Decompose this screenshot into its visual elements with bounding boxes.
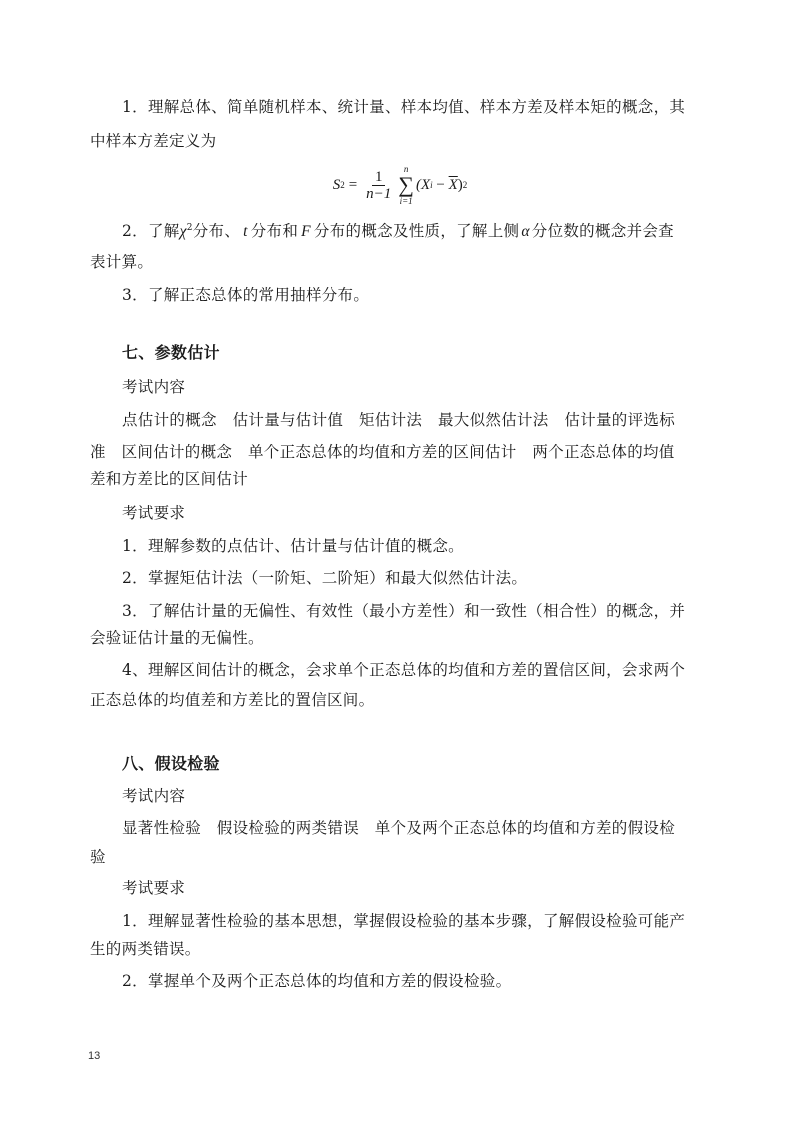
sample-variance-formula xyxy=(0,160,800,210)
stats-item2-line2: 表计算。 xyxy=(90,253,154,271)
section7-content-line2: 准 区间估计的概念 单个正态总体的均值和方差的区间估计 两个正态总体的均值 xyxy=(90,443,675,461)
section7-req4-line1: 4、理解区间估计的概念，会求单个正态总体的均值和方差的置信区间，会求两个 xyxy=(122,661,686,679)
section7-req2: 2．掌握矩估计法（一阶矩、二阶矩）和最大似然估计法。 xyxy=(122,569,528,587)
alpha-symbol: α xyxy=(521,223,530,241)
formula-body-minus: − xyxy=(432,176,449,193)
section8-req1-line1: 1．理解显著性检验的基本思想，掌握假设检验的基本步骤，了解假设检验可能产 xyxy=(122,912,686,930)
section8-content-label: 考试内容 xyxy=(122,787,186,805)
item2-text-c: 分布和 xyxy=(250,222,299,241)
F-symbol: F xyxy=(301,223,311,241)
sum-upper-limit: n xyxy=(403,164,409,174)
stats-item3: 3．了解正态总体的常用抽样分布。 xyxy=(122,286,370,304)
formula-body-sup: 2 xyxy=(462,180,468,190)
formula-lhs: S xyxy=(332,176,341,193)
sum-lower-limit: i=1 xyxy=(399,196,413,206)
formula-xbar: $\overline{X}$ xyxy=(448,176,458,193)
formula-body-sub: i xyxy=(430,180,433,190)
item2-text-e: 分位数的概念并会查 xyxy=(531,222,674,241)
section8-req-label: 考试要求 xyxy=(122,879,186,897)
section7-req3-line2: 会验证估计量的无偏性。 xyxy=(90,629,264,647)
item2-text-b: 分布、 xyxy=(192,222,241,241)
sigma-icon: ∑ xyxy=(398,172,414,197)
section7-req1: 1．理解参数的点估计、估计量与估计值的概念。 xyxy=(122,537,464,555)
section7-req4-line2: 正态总体的均值差和方差比的置信区间。 xyxy=(90,691,375,709)
chi-sup: 2 xyxy=(186,223,193,233)
item2-text-d: 分布的概念及性质，了解上侧 xyxy=(313,222,520,241)
section7-heading: 七、参数估计 xyxy=(122,343,220,362)
page-number: 13 xyxy=(88,1050,101,1062)
section8-req1-line2: 生的两类错误。 xyxy=(90,940,201,958)
formula-body-open: (X xyxy=(415,176,431,193)
section7-req3-line1: 3．了解估计量的无偏性、有效性（最小方差性）和一致性（相合性）的概念，并 xyxy=(122,602,686,620)
stats-item1-line2: 中样本方差定义为 xyxy=(90,132,217,150)
t-symbol: t xyxy=(243,223,248,241)
section7-content-label: 考试内容 xyxy=(122,378,186,396)
item2-text-a: 2．了解 xyxy=(122,222,180,241)
section8-content-line1: 显著性检验 假设检验的两类错误 单个及两个正态总体的均值和方差的假设检 xyxy=(122,819,676,837)
formula-summation xyxy=(398,164,414,206)
section8-req2: 2．掌握单个及两个正态总体的均值和方差的假设检验。 xyxy=(122,972,512,990)
section7-content-line1: 点估计的概念 估计量与估计值 矩估计法 最大似然估计法 估计量的评选标 xyxy=(122,411,676,429)
stats-item2-line1 xyxy=(122,218,742,242)
formula-body-close: ) xyxy=(457,176,463,193)
formula-equals: = xyxy=(348,176,358,193)
stats-item1-line1: 1．理解总体、简单随机样本、统计量、样本均值、样本方差及样本矩的概念，其 xyxy=(122,98,686,116)
formula-fraction xyxy=(363,169,394,202)
section7-content-line3: 差和方差比的区间估计 xyxy=(90,470,249,488)
formula-lhs-sup: 2 xyxy=(340,180,345,190)
section8-heading: 八、假设检验 xyxy=(122,754,220,773)
chi-symbol: χ xyxy=(179,223,187,241)
section7-req-label: 考试要求 xyxy=(122,504,186,522)
formula-frac-den: n−1 xyxy=(366,185,392,202)
formula-frac-num: 1 xyxy=(372,169,386,186)
section8-content-line2: 验 xyxy=(90,848,106,866)
